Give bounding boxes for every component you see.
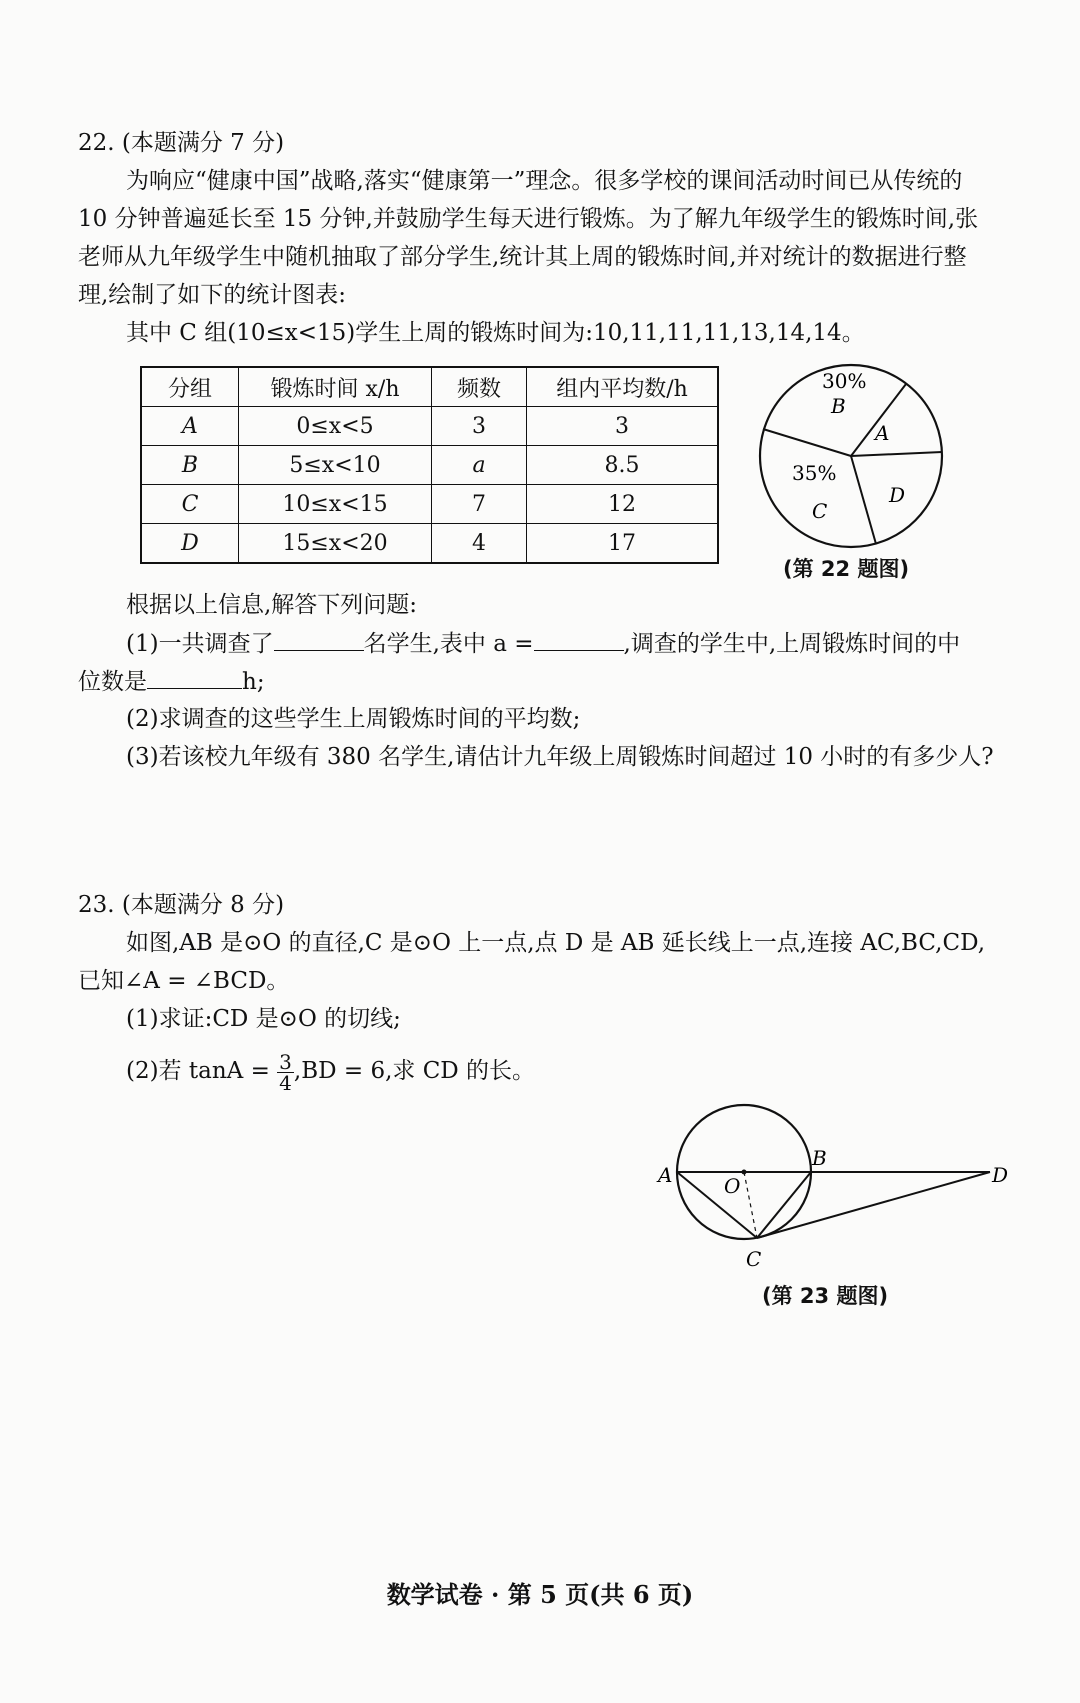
q23-figure-caption: (第 23 题图) <box>762 1284 889 1308</box>
q22-para-line-2: 10 分钟普遍延长至 15 分钟,并鼓励学生每天进行锻炼。为了解九年级学生的锻炼时间,张 <box>78 206 979 232</box>
table-row <box>141 407 718 446</box>
q22-para-line-3: 老师从九年级学生中随机抽取了部分学生,统计其上周的锻炼时间,并对统计的数据进行整 <box>78 244 967 270</box>
pie-divider <box>763 429 851 456</box>
q23-geometry-figure <box>650 1100 1020 1270</box>
pie-label-a: A <box>875 421 890 445</box>
q22-heading: 22. (本题满分 7 分) <box>78 130 285 156</box>
pie-divider <box>851 452 942 456</box>
table-cell: 15≤x<20 <box>239 524 432 564</box>
table-cell: D <box>141 524 239 564</box>
q22-para-line-1: 为响应“健康中国”战略,落实“健康第一”理念。很多学校的课间活动时间已从传统的 <box>126 168 963 194</box>
sub2-text: (2)若 tanA = <box>126 1058 270 1084</box>
table-cell: 4 <box>432 524 527 564</box>
q22-pie-chart <box>755 360 955 556</box>
table-cell: 17 <box>527 524 719 564</box>
point-label-o: O <box>724 1174 741 1198</box>
table-row <box>141 485 718 524</box>
q22-frequency-table <box>140 366 719 564</box>
q22-sub1-line <box>126 628 960 659</box>
table-cell: 7 <box>432 485 527 524</box>
pie-label-c-percent: 35% <box>792 461 837 485</box>
answer-blank[interactable] <box>274 628 364 651</box>
table-header-row <box>141 367 718 407</box>
line-ac <box>677 1172 757 1238</box>
table-row <box>141 524 718 564</box>
table-header: 分组 <box>141 367 239 407</box>
pie-label-b: B <box>831 394 846 418</box>
table-cell: 5≤x<10 <box>239 446 432 485</box>
pie-divider <box>851 384 906 456</box>
q22-sub3: (3)若该校九年级有 380 名学生,请估计九年级上周锻炼时间超过 10 小时的有多少人? <box>126 744 994 770</box>
pie-label-c: C <box>812 499 828 523</box>
pie-label-d: D <box>889 483 906 507</box>
sub1-text: 位数是 <box>78 669 147 695</box>
q23-heading: 23. (本题满分 8 分) <box>78 892 285 918</box>
table-cell: C <box>141 485 239 524</box>
answer-blank[interactable] <box>147 666 242 689</box>
line-cd <box>757 1172 990 1238</box>
point-label-b: B <box>812 1146 827 1170</box>
table-cell: 8.5 <box>527 446 719 485</box>
table-header: 锻炼时间 x/h <box>239 367 432 407</box>
page-footer: 数学试卷 · 第 5 页(共 6 页) <box>386 1580 694 1609</box>
table-cell: 0≤x<5 <box>239 407 432 446</box>
q22-para-line-4: 理,绘制了如下的统计图表: <box>78 282 347 308</box>
table-header: 频数 <box>432 367 527 407</box>
center-point <box>742 1170 747 1175</box>
sub1-text: 名学生,表中 a = <box>363 631 534 657</box>
table-cell: a <box>432 446 527 485</box>
q22-sub1-line-2 <box>78 666 265 697</box>
table-cell: 10≤x<15 <box>239 485 432 524</box>
sub1-text: ,调查的学生中,上周锻炼时间的中 <box>623 631 961 657</box>
sub1-text: h; <box>242 669 265 695</box>
fraction-denominator: 4 <box>279 1070 292 1095</box>
table-cell: 12 <box>527 485 719 524</box>
q23-sub2 <box>126 1048 535 1094</box>
pie-divider <box>851 456 876 544</box>
sub2-text: ,BD = 6,求 CD 的长。 <box>293 1058 536 1084</box>
table-header: 组内平均数/h <box>527 367 719 407</box>
q22-c-group-data: 其中 C 组(10≤x<15)学生上周的锻炼时间为:10,11,11,11,13,14,14。 <box>126 320 865 346</box>
q22-sub2: (2)求调查的这些学生上周锻炼时间的平均数; <box>126 706 581 732</box>
point-label-d: D <box>992 1163 1009 1187</box>
table-cell: A <box>141 407 239 446</box>
fraction <box>277 1049 294 1095</box>
point-label-a: A <box>658 1163 673 1187</box>
sub1-text: (1)一共调查了 <box>126 631 274 657</box>
table-row <box>141 446 718 485</box>
answer-blank[interactable] <box>534 628 624 651</box>
table-cell: 3 <box>527 407 719 446</box>
q22-prompt: 根据以上信息,解答下列问题: <box>126 592 418 618</box>
q23-sub1: (1)求证:CD 是⊙O 的切线; <box>126 1006 401 1032</box>
q23-para-line-2: 已知∠A = ∠BCD。 <box>78 968 290 994</box>
pie-label-b-percent: 30% <box>822 369 867 393</box>
table-cell: 3 <box>432 407 527 446</box>
q23-para-line-1: 如图,AB 是⊙O 的直径,C 是⊙O 上一点,点 D 是 AB 延长线上一点,连接 AC,BC,CD, <box>126 930 986 956</box>
point-label-c: C <box>746 1247 762 1270</box>
table-cell: B <box>141 446 239 485</box>
fraction-numerator: 3 <box>279 1049 292 1074</box>
q22-figure-caption: (第 22 题图) <box>783 557 910 581</box>
